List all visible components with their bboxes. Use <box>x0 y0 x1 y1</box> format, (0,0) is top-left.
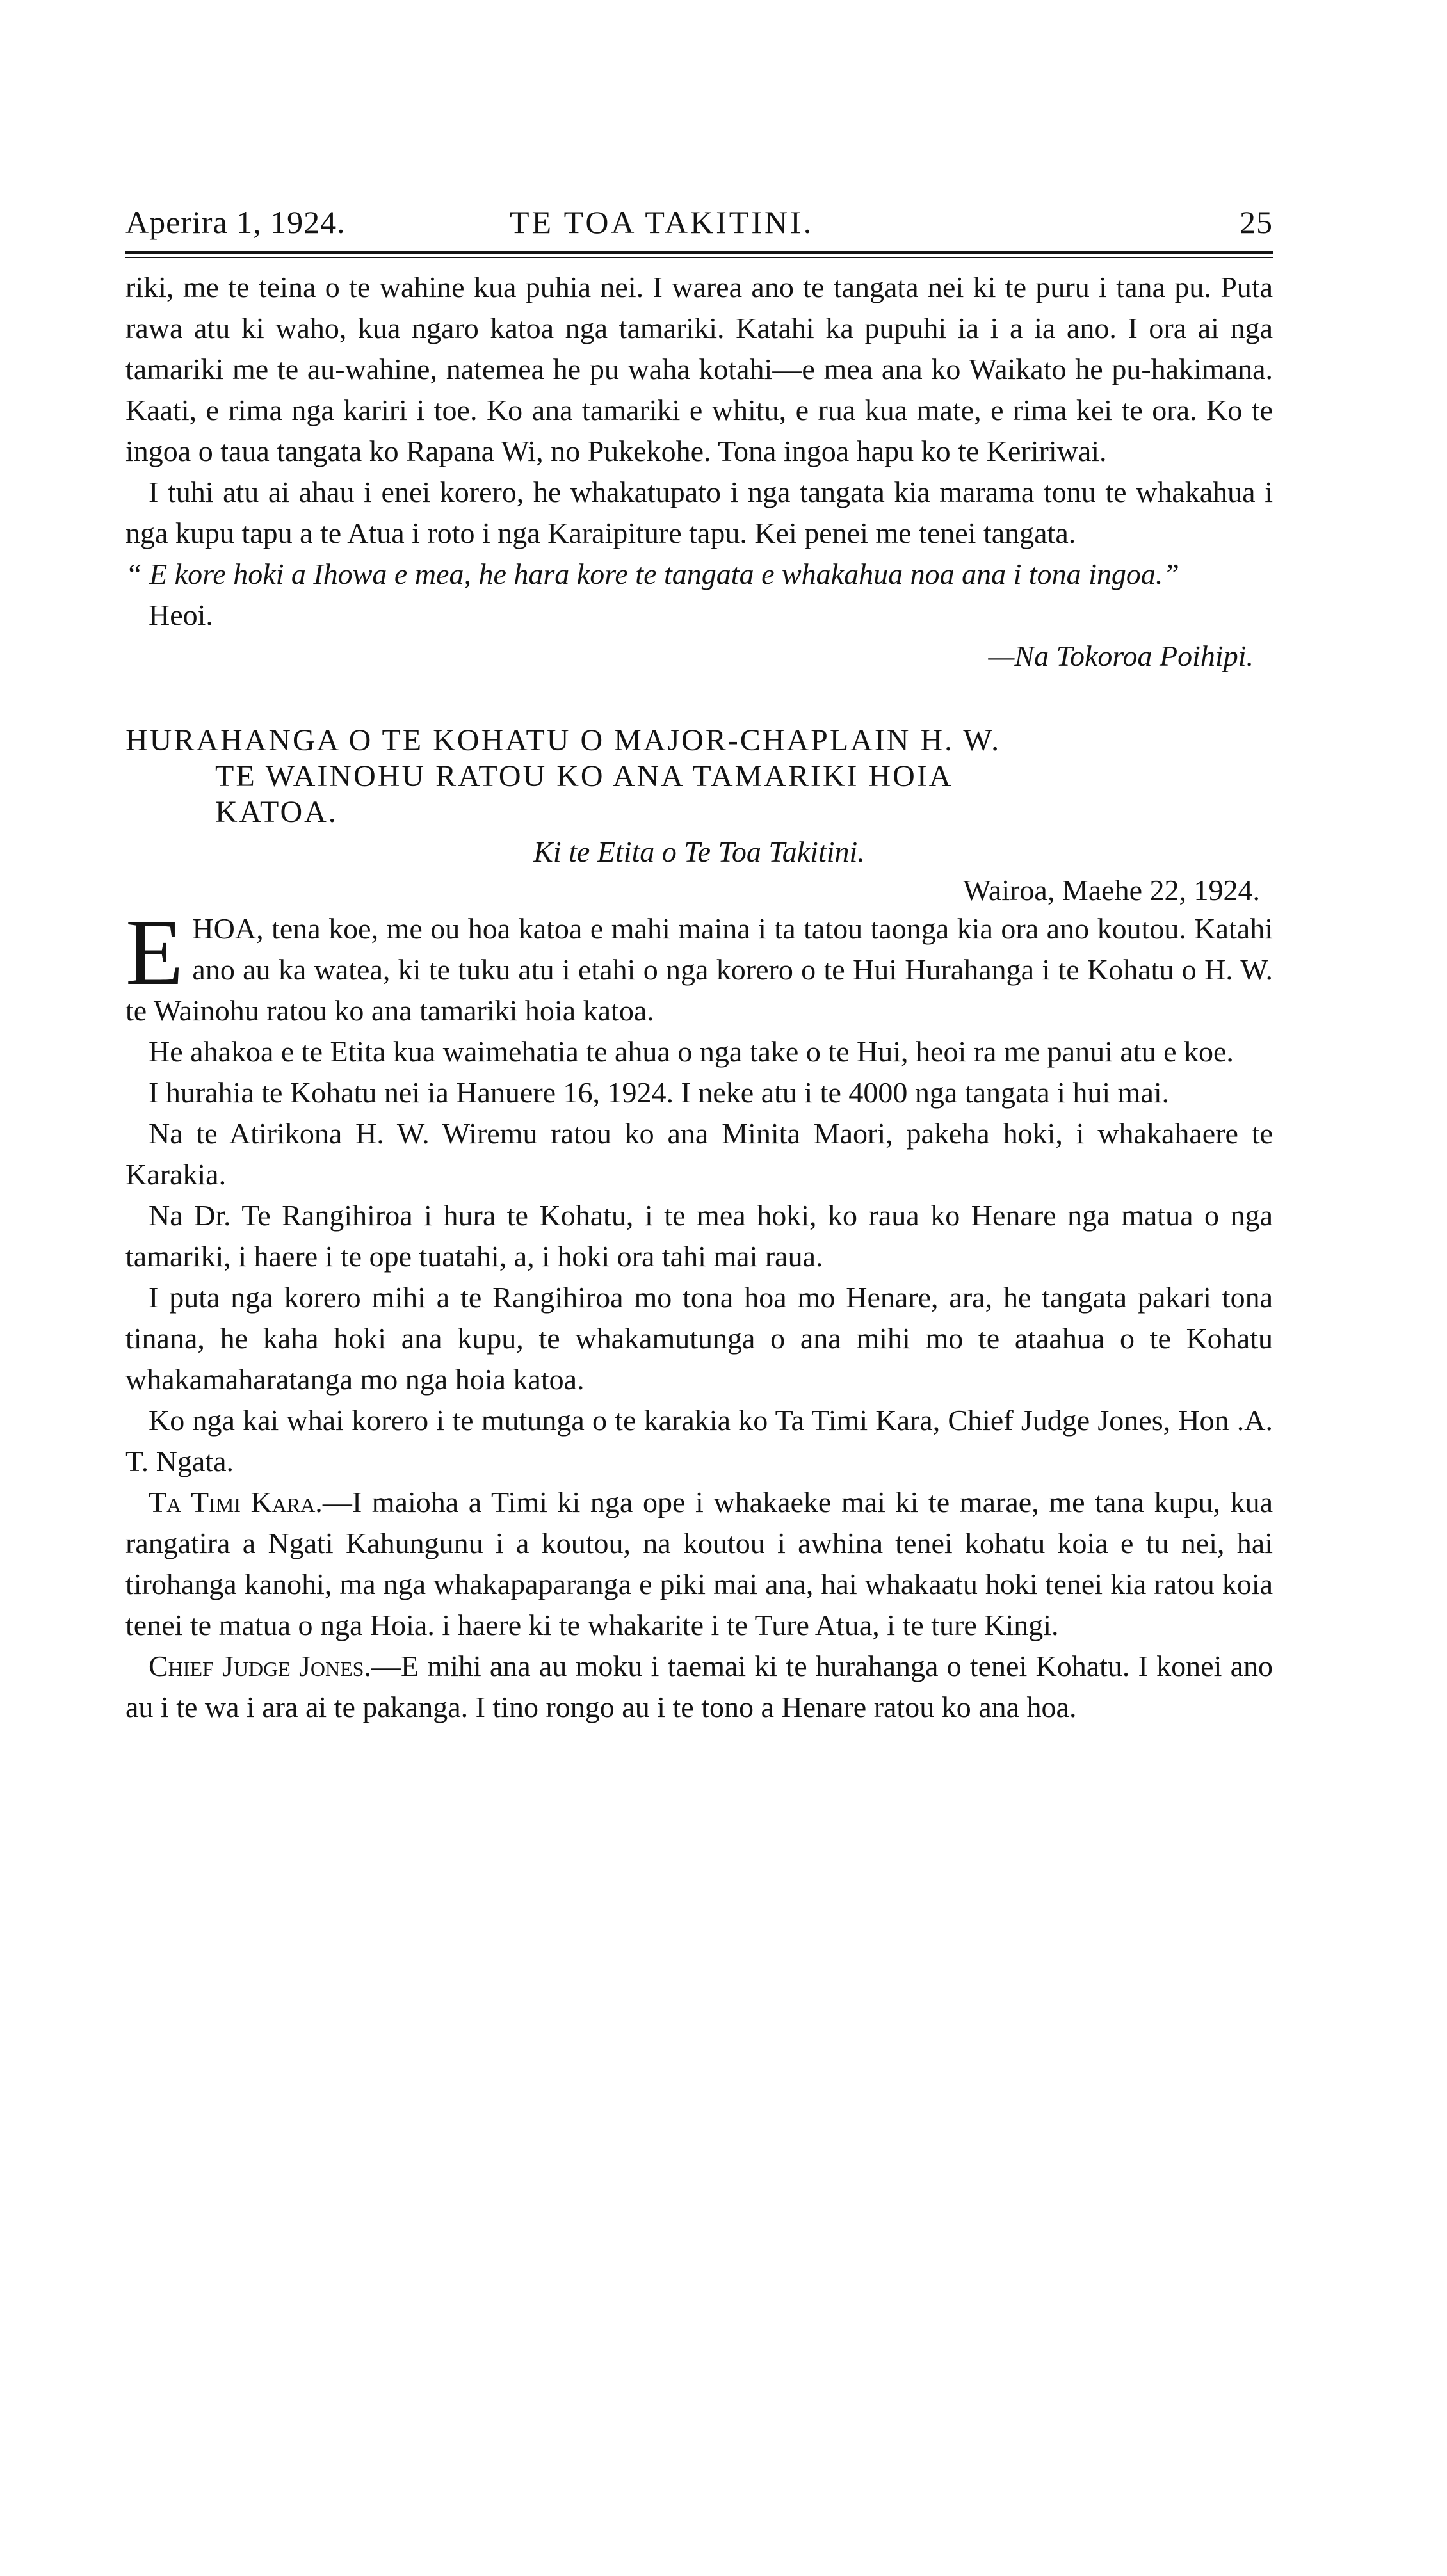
article-paragraph: Ko nga kai whai korero i te mutunga o te karakia ko Ta Timi Kara, Chief Judge Jones, Hon .A. T. Ngata. <box>125 1404 1273 1477</box>
speaker-name: Chief Judge Jones. <box>149 1650 371 1682</box>
first-paragraph-text: HOA, tena koe, me ou hoa katoa e mahi maina i ta tatou taonga kia ora ano koutou. Katahi ano au ka watea, ki te tuku atu i etahi o nga korero o te Hui Hurahanga i te Kohatu o H. W. te Wainohu ratou ko ana tamariki hoia katoa. <box>125 912 1273 1027</box>
article-body <box>125 900 1273 1728</box>
drop-cap: E <box>125 900 184 1005</box>
story-closing: Heoi. <box>149 599 213 631</box>
story-continuation <box>125 267 1273 677</box>
article-heading <box>125 723 1273 830</box>
article-first-paragraph <box>125 900 1273 1031</box>
article-dateline: Wairoa, Maehe 22, 1924. <box>963 874 1260 906</box>
issue-date: Aperira 1, 1924. <box>125 204 346 240</box>
story-paragraph: riki, me te teina o te wahine kua puhia nei. I warea ano te tangata nei ki te puru i tana pu. Puta rawa atu ki waho, kua ngaro katoa nga tamariki. Katahi ka pupuhi ia i a ia ano. I ora ai nga tamariki me te au-wahine, natemea he pu waha kotahi—e mea ana ko Waikato he pu-hakimana. Kaati, e rima nga kariri i toe. Ko ana tamariki e whitu, e rua kua mate, e rima kei te ora. Ko te ingoa o taua tangata ko Rapana Wi, no Pukekohe. Tona ingoa hapu ko te Keririwai. <box>125 271 1273 467</box>
heading-line-1: HURAHANGA O TE KOHATU O MAJOR-CHAPLAIN H. W. <box>125 723 1001 757</box>
heading-line-2: TE WAINOHU RATOU KO ANA TAMARIKI HOIA <box>215 759 953 793</box>
speech-paragraph <box>125 1646 1273 1728</box>
article-paragraph: Na Dr. Te Rangihiroa i hura te Kohatu, i te mea hoki, ko raua ko Henare nga matua o nga tamariki, i haere i te ope tuatahi, a, i hoki ora tahi mai raua. <box>125 1199 1273 1273</box>
article-paragraph: I puta nga korero mihi a te Rangihiroa mo tona hoa mo Henare, ara, he tangata pakari tona tinana, he kaha hoki ana kupu, te whakamutunga o ana mihi mo te ataahua o te Kohatu whakamaharatanga mo nga hoia katoa. <box>125 1281 1273 1396</box>
header-rule-thin <box>125 257 1273 258</box>
heading-line-3: KATOA. <box>215 795 338 829</box>
speech-text: —E mihi ana au moku i taemai ki te hurahanga o tenei Kohatu. I konei ano au i te wa i ara ai te pakanga. I tino rongo au i te tono a Henare ratou ko ana hoa. <box>125 1650 1273 1723</box>
story-paragraph: I tuhi atu ai ahau i enei korero, he whakatupato i nga tangata kia marama tonu te whakahua i nga kupu tapu a te Atua i roto i nga Karaipiture tapu. Kei penei me tenei tangata. <box>125 476 1273 549</box>
header-rule-thick <box>125 251 1273 254</box>
article-paragraph: I hurahia te Kohatu nei ia Hanuere 16, 1924. I neke atu i te 4000 nga tangata i hui mai. <box>149 1076 1170 1109</box>
page <box>125 204 1273 1728</box>
journal-title: TE TOA TAKITINI. <box>510 204 814 240</box>
article-subheading: Ki te Etita o Te Toa Takitini. <box>533 835 865 868</box>
article-paragraph: Na te Atirikona H. W. Wiremu ratou ko ana Minita Maori, pakeha hoki, i whakahaere te Karakia. <box>125 1117 1273 1191</box>
speech-text: —I maioha a Timi ki nga ope i whakaeke mai ki te marae, me tana kupu, kua rangatira a Ngati Kahungunu i a koutou, na koutou i awhina tenei kohatu koia e tu nei, hai tirohanga kanohi, ma nga whakapaparanga e piki mai ana, hai whakaatu hoki tenei kia ratou koia tenei te matua o nga Hoia. i haere ki te whakarite i te Ture Atua, i te ture Kingi. <box>125 1486 1273 1641</box>
story-signature: —Na Tokoroa Poihipi. <box>988 640 1254 672</box>
page-number: 25 <box>1240 204 1273 240</box>
scripture-quote: “ E kore hoki a Ihowa e mea, he hara kore te tangata e whakahua noa ana i tona ingoa.” <box>125 558 1180 590</box>
article-paragraph: He ahakoa e te Etita kua waimehatia te ahua o nga take o te Hui, heoi ra me panui atu e koe. <box>149 1035 1234 1068</box>
running-head <box>125 204 1273 250</box>
speech-paragraph <box>125 1482 1273 1646</box>
speaker-name: Ta Timi Kara. <box>149 1486 323 1518</box>
